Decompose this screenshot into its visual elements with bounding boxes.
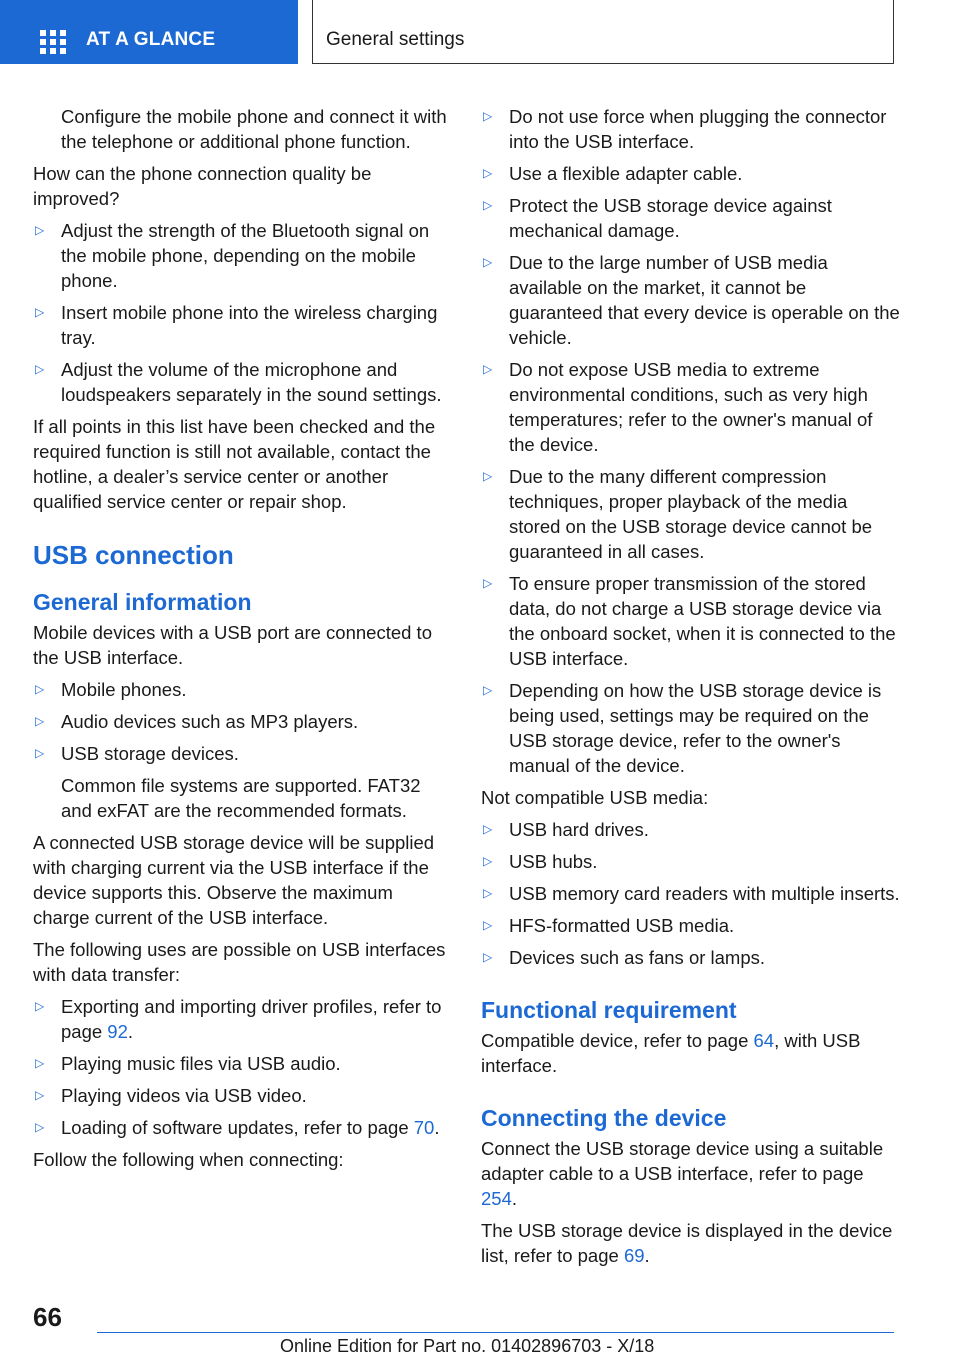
list-item: ▷ Do not use force when plugging the connector into the USB interface.	[483, 106, 887, 152]
triangle-bullet-icon: ▷	[35, 362, 45, 376]
general-information-heading: General information	[33, 589, 252, 615]
footer-divider	[97, 1332, 894, 1333]
triangle-bullet-icon: ▷	[483, 469, 493, 483]
triangle-bullet-icon: ▷	[483, 576, 493, 590]
at-a-glance-label: AT A GLANCE	[86, 29, 216, 50]
list-item: ▷ HFS-formatted USB media.	[483, 915, 735, 936]
left-column	[33, 104, 451, 1179]
list-item: ▷ Protect the USB storage device against mechanical damage.	[483, 195, 832, 241]
list-item: ▷ Playing music files via USB audio.	[35, 1053, 341, 1074]
page-header	[0, 0, 960, 66]
list-item: ▷ Devices such as fans or lamps.	[483, 947, 766, 968]
charging-text: A connected USB storage device will be supplied with charging current via the USB interface if the device supports this. Observe the maximum charge current of the USB interface.	[33, 832, 435, 928]
triangle-bullet-icon: ▷	[35, 1088, 45, 1102]
page-link-92[interactable]: 92	[107, 1021, 128, 1042]
page-link-69[interactable]: 69	[623, 1245, 645, 1266]
tips-list	[33, 218, 451, 407]
list-item: ▷ Adjust the strength of the Bluetooth signal on the mobile phone, depending on the mobile phone.	[35, 220, 430, 291]
page-link-70[interactable]: 70	[413, 1117, 435, 1138]
general-text: Mobile devices with a USB port are connected to the USB interface.	[33, 622, 432, 668]
triangle-bullet-icon: ▷	[483, 822, 493, 836]
triangle-bullet-icon: ▷	[483, 950, 493, 964]
triangle-bullet-icon: ▷	[35, 682, 45, 696]
list-item: ▷ To ensure proper transmission of the stored data, do not charge a USB storage device via the onboard socket, when it is connected to the USB interface.	[483, 573, 896, 669]
list-item: ▷ Do not expose USB media to extreme environmental conditions, such as very high temperatures; refer to the owner's manual of the device.	[483, 359, 873, 455]
page-link-254[interactable]: 254	[481, 1188, 512, 1209]
list-item: ▷ USB hard drives.	[483, 819, 649, 840]
list-item: ▷ Mobile phones.	[35, 679, 187, 700]
question-text: How can the phone connection quality be improved?	[33, 163, 372, 209]
displayed-text: The USB storage device is displayed in the device list, refer to page 69.	[481, 1220, 893, 1266]
triangle-bullet-icon: ▷	[483, 198, 493, 212]
triangle-bullet-icon: ▷	[35, 305, 45, 319]
triangle-bullet-icon: ▷	[35, 999, 45, 1013]
uses-list	[33, 994, 451, 1140]
list-item: ▷ Exporting and importing driver profiles, refer to page 92.	[35, 996, 442, 1042]
list-item: ▷ Loading of software updates, refer to page 70.	[35, 1117, 440, 1138]
triangle-bullet-icon: ▷	[35, 746, 45, 760]
triangle-bullet-icon: ▷	[483, 918, 493, 932]
triangle-bullet-icon: ▷	[483, 109, 493, 123]
triangle-bullet-icon: ▷	[483, 166, 493, 180]
triangle-bullet-icon: ▷	[35, 223, 45, 237]
list-item: ▷ USB storage devices. Common file systems are supported. FAT32 and exFAT are the recommended formats.	[33, 741, 451, 823]
closing-text: If all points in this list have been checked and the required function is still not available, contact the hotline, a dealer’s service center or another qualified service center or repair shop.	[33, 416, 436, 512]
grid-icon	[40, 30, 68, 54]
functional-requirement-heading: Functional requirement	[481, 997, 737, 1023]
list-item: ▷ Use a flexible adapter cable.	[483, 163, 743, 184]
footer-edition: Online Edition for Part no. 01402896703 - X/18	[280, 1336, 655, 1356]
section-title: General settings	[326, 29, 465, 50]
list-item: ▷ Insert mobile phone into the wireless charging tray.	[35, 302, 438, 348]
list-item: ▷ USB memory card readers with multiple inserts.	[483, 883, 900, 904]
list-item: ▷ Adjust the volume of the microphone and loudspeakers separately in the sound settings.	[35, 359, 442, 405]
triangle-bullet-icon: ▷	[483, 683, 493, 697]
connecting-tips-list	[481, 104, 901, 778]
uses-intro: The following uses are possible on USB interfaces with data transfer:	[33, 939, 446, 985]
list-item: ▷ Due to the many different compression techniques, proper playback of the media stored on the USB storage device cannot be guaranteed in all cases.	[483, 466, 873, 562]
at-a-glance-tab[interactable]	[0, 0, 298, 64]
file-systems-note: Common file systems are supported. FAT32 and exFAT are the recommended formats.	[61, 775, 421, 821]
triangle-bullet-icon: ▷	[483, 854, 493, 868]
triangle-bullet-icon: ▷	[483, 362, 493, 376]
triangle-bullet-icon: ▷	[483, 886, 493, 900]
list-item: ▷ USB hubs.	[483, 851, 598, 872]
devices-list	[33, 677, 451, 823]
not-compatible-list	[481, 817, 901, 970]
functional-text: Compatible device, refer to page 64, with USB interface.	[481, 1030, 861, 1076]
list-item: ▷ Playing videos via USB video.	[35, 1085, 307, 1106]
list-item: ▷ Audio devices such as MP3 players.	[35, 711, 359, 732]
triangle-bullet-icon: ▷	[35, 1056, 45, 1070]
not-compatible-intro: Not compatible USB media:	[481, 787, 709, 808]
section-tab	[312, 0, 894, 64]
triangle-bullet-icon: ▷	[483, 255, 493, 269]
intro-text: Configure the mobile phone and connect it with the telephone or additional phone function.	[61, 106, 447, 152]
list-item: ▷ Depending on how the USB storage device is being used, settings may be required on the USB storage device, refer to the owner's manual of the device.	[483, 680, 882, 776]
connecting-device-heading: Connecting the device	[481, 1105, 727, 1131]
triangle-bullet-icon: ▷	[35, 714, 45, 728]
follow-text: Follow the following when connecting:	[33, 1149, 344, 1170]
page-number: 66	[33, 1302, 62, 1332]
connecting-text: Connect the USB storage device using a suitable adapter cable to a USB interface, refer to page 254.	[481, 1138, 884, 1209]
page-link-64[interactable]: 64	[753, 1030, 775, 1051]
list-item: ▷ Due to the large number of USB media available on the market, it cannot be guaranteed that every device is operable on the vehicle.	[483, 252, 900, 348]
usb-connection-heading: USB connection	[33, 540, 234, 570]
right-column	[481, 104, 901, 1275]
triangle-bullet-icon: ▷	[35, 1120, 45, 1134]
